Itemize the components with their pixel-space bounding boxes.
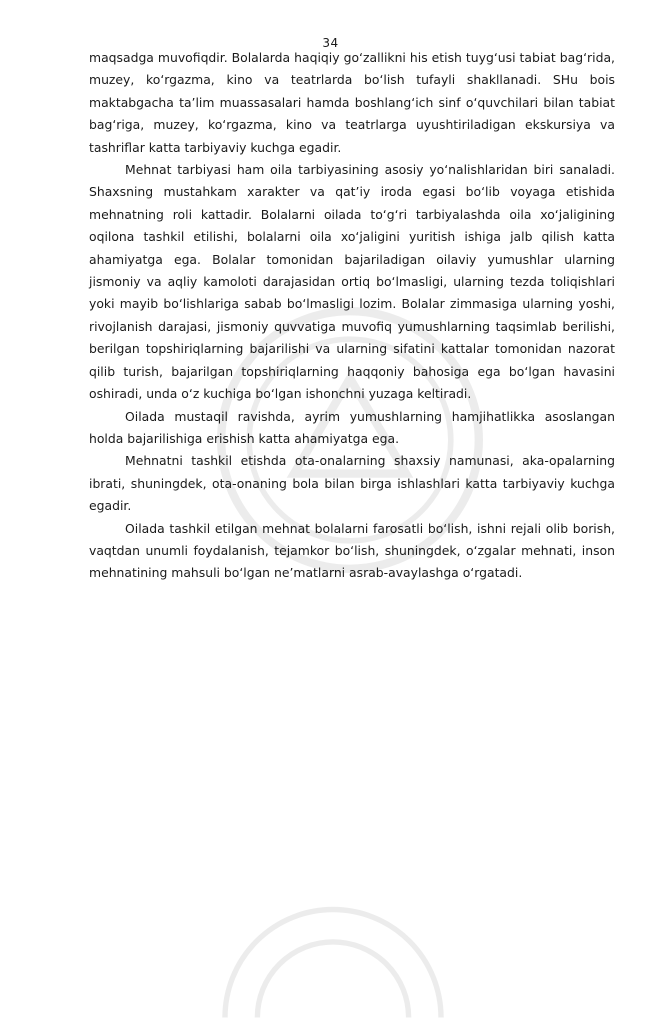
paragraph: Oilada mustaqil ravishda, ayrim yumushlarning hamjihatlikka asoslangan holda bajarilishiga erishish katta ahamiyatga ega. [89,408,615,446]
watermark-bottom-icon [198,880,468,1020]
paragraph: Mehnat tarbiyasi ham oila tarbiyasining asosiy yo‘nalishlaridan biri sanaladi. Shaxsning mustahkam xarakter va qat’iy iroda egasi bo‘lib voyaga etishida mehnatning roli kattadir. Bolalarni oilada to‘g‘ri tarbiyalashda oila xo‘jaligining oqilona tashkil etilishi, bolalarni oila xo‘jaligini yuritish ishiga jalb qilish katta ahamiyatga ega. Bolalar tomonidan bajariladigan oilaviy yumushlar ularning jismoniy va aqliy kamoloti darajasidan ortiq bo‘lmasligi, ularning tezda toliqishlari yoki mayib bo‘lishlariga sabab bo‘lmasligi lozim. Bolalar zimmasiga ularning yoshi, rivojlanish darajasi, jismoniy quvvatiga muvofiq yumushlarning taqsimlab berilishi, berilgan topshiriqlarning bajarilishi va ularning sifatini kattalar tomonidan nazorat qilib turish, bajarilgan topshiriqlarning haqqoniy bahosiga ega bo‘lgan havasini oshiradi, unda o‘z kuchiga bo‘lgan ishonchni yuzaga keltiradi. [89,162,615,402]
paragraph: Oilada tashkil etilgan mehnat bolalarni farosatli bo‘lish, ishni rejali olib borish, vaqtdan unumli foydalanish, tejamkor bo‘lish, shuningdek, o‘zgalar mehnati, inson mehnatining mahsuli bo‘lgan ne’matlarni asrab-avaylashga o‘rgatadi. [89,520,615,581]
paragraph: maqsadga muvofiqdir. Bolalarda haqiqiy go‘zallikni his etish tuyg‘usi tabiat bag‘rida, muzey, ko‘rgazma, kino va teatrlarda bo‘lish tufayli shakllanadi. SHu bois maktabgacha ta’lim muassasalari hamda boshlang‘ich sinf o‘quvchilari bilan tabiat bag‘riga, muzey, ko‘rgazma, kino va teatrlarga uyushtiriladigan ekskursiya va tashriflar katta tarbiyaviy kuchga egadir. [89,50,615,155]
paragraph: Mehnatni tashkil etishda ota-onalarning shaxsiy namunasi, aka-opalarning ibrati, shuningdek, ota-onaning bola bilan birga ishlashlari katta tarbiyaviy kuchga egadir. [89,453,615,514]
document-body [89,47,615,585]
page-number: 34 [322,36,339,50]
